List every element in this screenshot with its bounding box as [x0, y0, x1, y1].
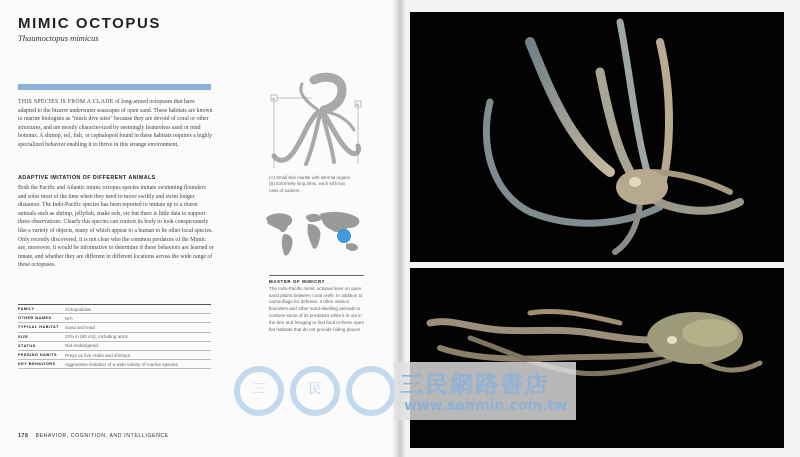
octopus-photo-top — [410, 12, 784, 262]
fact-row — [18, 323, 211, 332]
fact-value: Not endangered — [65, 343, 98, 349]
section-paragraph: Both the Pacific and Atlantic mimic octopus species imitate swimming flounders and soles most of the time when they need to move swiftly and swim longer distances. The Indo-Pacific species has been reported to imitate up to a dozen animals such as shrimp, jellyfish, snake eels, etc but there is little data to support these observations. Clearly this species can contort its body to look conspicuously like a variety of objects, many of which appear to a human to be other local species. Only recently discovered, it is not clear who the common predators of the Mimic are, moreover, it would be informative to determine if these behaviors are learned or innate, and whether they are different in different locations across the wide range of these octopuses. — [18, 185, 214, 269]
fact-value: Octopodidae — [65, 306, 92, 312]
fact-row — [18, 314, 211, 323]
mimicry-text: The Indo-Pacific mimic octopus lives on open sand plains between coral reefs. In addition to camouflage for defense, it often mimics flounders and other sand-dwelling animals to confuse some of its predators while it is out in the den and foraging to find food in these open flat habitats that do not provide hiding places. — [269, 285, 365, 332]
fact-label: SIZE — [18, 334, 29, 339]
fact-row — [18, 333, 211, 342]
watermark-store-name: 三民網路書店 — [400, 372, 550, 398]
page-folio — [18, 433, 169, 439]
figure-captions — [269, 175, 355, 194]
octopus-silhouette-icon — [262, 72, 368, 172]
octopus-photo-bottom — [410, 268, 784, 448]
scientific-name: Thaumoctopus mimicus — [18, 33, 99, 43]
world-map-icon — [262, 206, 368, 262]
fact-value: N/A — [65, 315, 73, 321]
mimicry-sidebar — [269, 275, 364, 333]
fact-row — [18, 342, 211, 351]
intro-lead: THIS SPECIES IS FROM A CLADE — [18, 99, 114, 105]
facts-table — [18, 304, 211, 369]
fact-row — [18, 305, 211, 314]
fact-value: 23⅝ in (60 cm), including arms — [65, 334, 128, 340]
watermark-glyph: 三 — [252, 382, 266, 397]
mimicry-heading: MASTER OF MIMICRY — [269, 278, 326, 284]
caption-b: (B) Extremely long arms, each with two rows of suckers — [269, 181, 346, 193]
watermark-url: www.sanmin.com.tw — [404, 398, 568, 414]
accent-rule — [18, 84, 211, 90]
fact-row — [18, 360, 211, 369]
page-number: 178 — [18, 433, 29, 439]
marker-a: A — [272, 95, 275, 101]
watermark-overlay — [228, 362, 576, 420]
fact-value: Sand and mud — [65, 324, 95, 330]
marker-b: B — [356, 101, 359, 107]
fact-label: FAMILY — [18, 307, 35, 312]
mimicry-rule — [269, 275, 364, 276]
fact-label: OTHER NAMES — [18, 316, 52, 321]
watermark-glyph: 民 — [308, 382, 322, 397]
fact-label: KEY BEHAVIORS — [18, 362, 56, 367]
fact-value: Preys on live crabs and shrimps — [65, 352, 131, 358]
fact-label: FEEDING HABITS — [18, 353, 58, 358]
section-heading: ADAPTIVE IMITATION OF DIFFERENT ANIMALS — [18, 175, 156, 181]
fact-row — [18, 351, 211, 360]
fact-value: Aggressive imitation of a wide variety of marine species — [65, 361, 178, 367]
fact-label: STATUS — [18, 343, 36, 348]
intro-paragraph — [18, 98, 214, 150]
running-section-title: BEHAVIOR, COGNITION, AND INTELLIGENCE — [35, 433, 169, 439]
intro-text: of long-armed octopuses that have adapted to the bizarre underwater seascapes of open sand. These habitats are known to marine biologists as "muck dive sites" because they are devoid of coral or other structures, and are mostly character-ized by seemingly featureless sand or mud bottoms. A shrimp, eel, fish, or cephalopod found in these habitats requires a highly specialized behavior enabling it to thrive in this strange environment. — [18, 99, 213, 148]
fact-label: TYPICAL HABITAT — [18, 325, 59, 330]
watermark-ring — [346, 366, 396, 416]
page-title: MIMIC OCTOPUS — [18, 15, 162, 32]
caption-a: (A) Small skin mantle with internal organs — [269, 175, 350, 180]
